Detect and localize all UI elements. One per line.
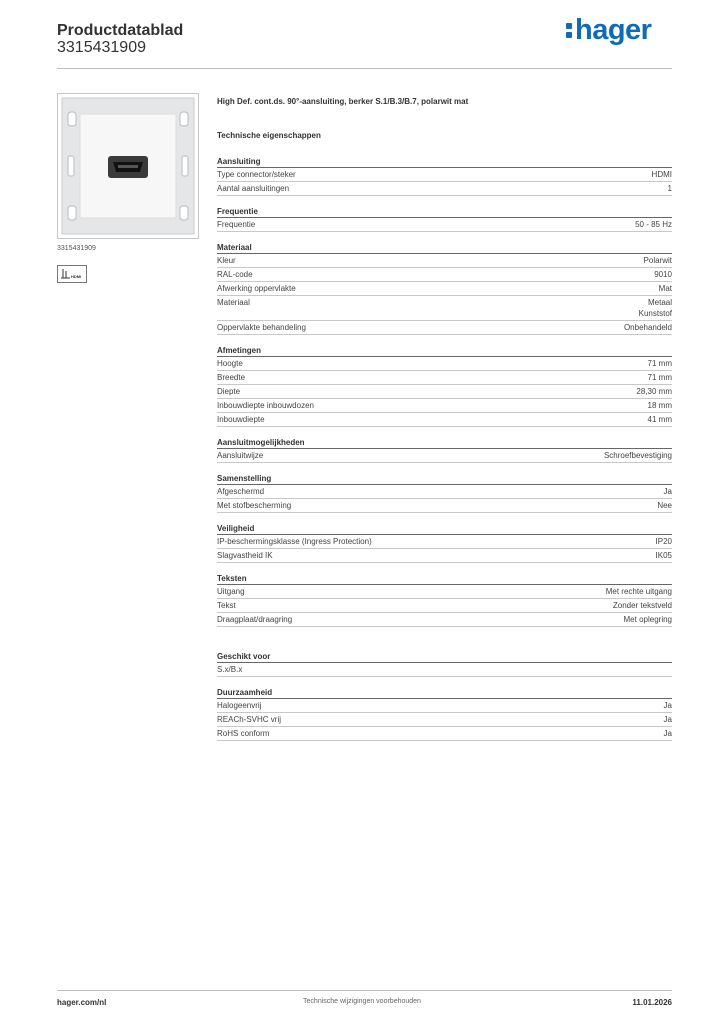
property-value-cell xyxy=(668,183,672,194)
property-row xyxy=(217,585,672,599)
group-title: Frequentie xyxy=(217,206,672,218)
section-heading: Technische eigenschappen xyxy=(217,131,321,140)
group-title: Veiligheid xyxy=(217,523,672,535)
property-value: IP20 xyxy=(655,537,672,546)
property-row xyxy=(217,663,672,677)
property-value-secondary: Kunststof xyxy=(638,309,672,318)
hdmi-symbol-icon xyxy=(57,265,87,283)
property-row xyxy=(217,385,672,399)
group-title: Afmetingen xyxy=(217,345,672,357)
property-value: 50 - 85 Hz xyxy=(635,220,672,229)
property-value-cell xyxy=(648,358,672,369)
group-title: Teksten xyxy=(217,573,672,585)
image-caption: 3315431909 xyxy=(57,245,96,252)
property-label: Draagplaat/draagring xyxy=(217,615,293,624)
property-value-cell xyxy=(664,700,672,711)
property-value: Polarwit xyxy=(643,256,672,265)
property-label: Tekst xyxy=(217,601,236,610)
property-row xyxy=(217,599,672,613)
property-label: Kleur xyxy=(217,256,236,265)
property-row xyxy=(217,449,672,463)
property-value-cell xyxy=(656,550,672,561)
footer-date: 11.01.2026 xyxy=(632,998,672,1007)
property-row xyxy=(217,499,672,513)
group-title: Aansluitmogelijkheden xyxy=(217,437,672,449)
property-label: Met stofbescherming xyxy=(217,501,292,510)
hdmi-socket-image-icon xyxy=(58,94,198,238)
property-row xyxy=(217,357,672,371)
group-spacer xyxy=(217,513,672,523)
group-title: Samenstelling xyxy=(217,473,672,485)
property-label: Afgeschermd xyxy=(217,487,265,496)
header-title: Productdatablad xyxy=(57,22,184,39)
property-value-cell xyxy=(664,728,672,739)
property-value-cell xyxy=(664,486,672,497)
property-value: Nee xyxy=(657,501,672,510)
property-label: RoHS conform xyxy=(217,729,270,738)
property-label: Breedte xyxy=(217,373,246,382)
property-label: S.x/B.x xyxy=(217,665,243,674)
group-spacer xyxy=(217,427,672,437)
property-row xyxy=(217,713,672,727)
property-label: REACh-SVHC vrij xyxy=(217,715,282,724)
property-value-cell xyxy=(639,297,672,319)
property-row xyxy=(217,399,672,413)
logo-dots-icon xyxy=(566,18,574,42)
property-label: Frequentie xyxy=(217,220,256,229)
property-value: Metaal xyxy=(647,298,672,307)
property-row xyxy=(217,321,672,335)
group-title: Aansluiting xyxy=(217,156,672,168)
group-spacer xyxy=(217,335,672,345)
product-number: 3315431909 xyxy=(57,39,146,56)
property-value-cell xyxy=(604,450,672,461)
property-value-cell xyxy=(636,386,672,397)
property-value-cell xyxy=(606,586,672,597)
group-spacer xyxy=(217,627,672,651)
property-value: Mat xyxy=(658,284,672,293)
property-label: Diepte xyxy=(217,387,241,396)
property-row xyxy=(217,535,672,549)
property-label: Hoogte xyxy=(217,359,243,368)
property-value-cell xyxy=(648,400,672,411)
property-label: Oppervlakte behandeling xyxy=(217,323,306,332)
property-label: Aantal aansluitingen xyxy=(217,184,290,193)
property-value: Met oplegring xyxy=(623,615,672,624)
logo-text: hager xyxy=(575,14,652,46)
property-label: Afwerking oppervlakte xyxy=(217,284,296,293)
properties-table xyxy=(217,156,672,741)
property-label: Materiaal xyxy=(217,298,250,307)
product-description: High Def. cont.ds. 90°-aansluiting, berker S.1/B.3/B.7, polarwit mat xyxy=(217,97,469,106)
property-row xyxy=(217,613,672,627)
property-value-cell xyxy=(635,219,672,230)
property-value-cell xyxy=(652,169,672,180)
property-value-cell xyxy=(664,714,672,725)
product-image xyxy=(57,93,199,239)
property-label: Inbouwdiepte xyxy=(217,415,265,424)
property-value-cell xyxy=(659,283,672,294)
property-value-cell xyxy=(654,269,672,280)
property-value-cell xyxy=(644,255,672,266)
property-row xyxy=(217,727,672,741)
property-row xyxy=(217,268,672,282)
property-value: 9010 xyxy=(654,270,672,279)
property-value: 28,30 mm xyxy=(636,387,672,396)
property-row xyxy=(217,549,672,563)
property-value: Zonder tekstveld xyxy=(612,601,672,610)
property-value-cell xyxy=(624,614,672,625)
property-value: 71 mm xyxy=(647,373,672,382)
property-row xyxy=(217,371,672,385)
footer-website: hager.com/nl xyxy=(57,998,107,1007)
property-row xyxy=(217,413,672,427)
group-spacer xyxy=(217,196,672,206)
property-row xyxy=(217,699,672,713)
property-row xyxy=(217,485,672,499)
property-label: Inbouwdiepte inbouwdozen xyxy=(217,401,314,410)
property-value-cell xyxy=(613,600,672,611)
group-title: Geschikt voor xyxy=(217,651,672,663)
footer-divider xyxy=(57,990,672,991)
property-value: HDMI xyxy=(651,170,672,179)
property-value-cell xyxy=(657,500,672,511)
property-value: Met rechte uitgang xyxy=(605,587,672,596)
property-value: Ja xyxy=(663,701,672,710)
property-label: RAL-code xyxy=(217,270,253,279)
property-row xyxy=(217,218,672,232)
property-value-cell xyxy=(648,372,672,383)
property-label: Type connector/steker xyxy=(217,170,296,179)
property-value: 41 mm xyxy=(647,415,672,424)
property-row xyxy=(217,282,672,296)
property-value: Ja xyxy=(663,715,672,724)
hager-logo xyxy=(566,14,651,47)
property-value: 1 xyxy=(667,184,672,193)
property-value-cell xyxy=(648,414,672,425)
property-value: 71 mm xyxy=(647,359,672,368)
property-value: Schroefbevestiging xyxy=(603,451,672,460)
property-row xyxy=(217,182,672,196)
property-row xyxy=(217,168,672,182)
property-label: Slagvastheid IK xyxy=(217,551,273,560)
property-value: Ja xyxy=(663,729,672,738)
property-row xyxy=(217,254,672,268)
footer-disclaimer: Technische wijzigingen voorbehouden xyxy=(303,998,421,1005)
header-divider xyxy=(57,68,672,69)
property-label: IP-beschermingsklasse (Ingress Protection) xyxy=(217,537,372,546)
property-value-cell xyxy=(656,536,672,547)
property-value: 18 mm xyxy=(647,401,672,410)
property-label: Halogeenvrij xyxy=(217,701,262,710)
group-spacer xyxy=(217,232,672,242)
property-value-cell xyxy=(624,322,672,333)
group-title: Duurzaamheid xyxy=(217,687,672,699)
property-label: Uitgang xyxy=(217,587,245,596)
group-spacer xyxy=(217,563,672,573)
hdmi-symbol-label: HDMI xyxy=(71,274,82,279)
group-spacer xyxy=(217,677,672,687)
property-label: Aansluitwijze xyxy=(217,451,264,460)
property-value: Onbehandeld xyxy=(623,323,672,332)
property-row xyxy=(217,296,672,321)
group-title: Materiaal xyxy=(217,242,672,254)
property-value: Ja xyxy=(663,487,672,496)
group-spacer xyxy=(217,463,672,473)
property-value: IK05 xyxy=(655,551,672,560)
